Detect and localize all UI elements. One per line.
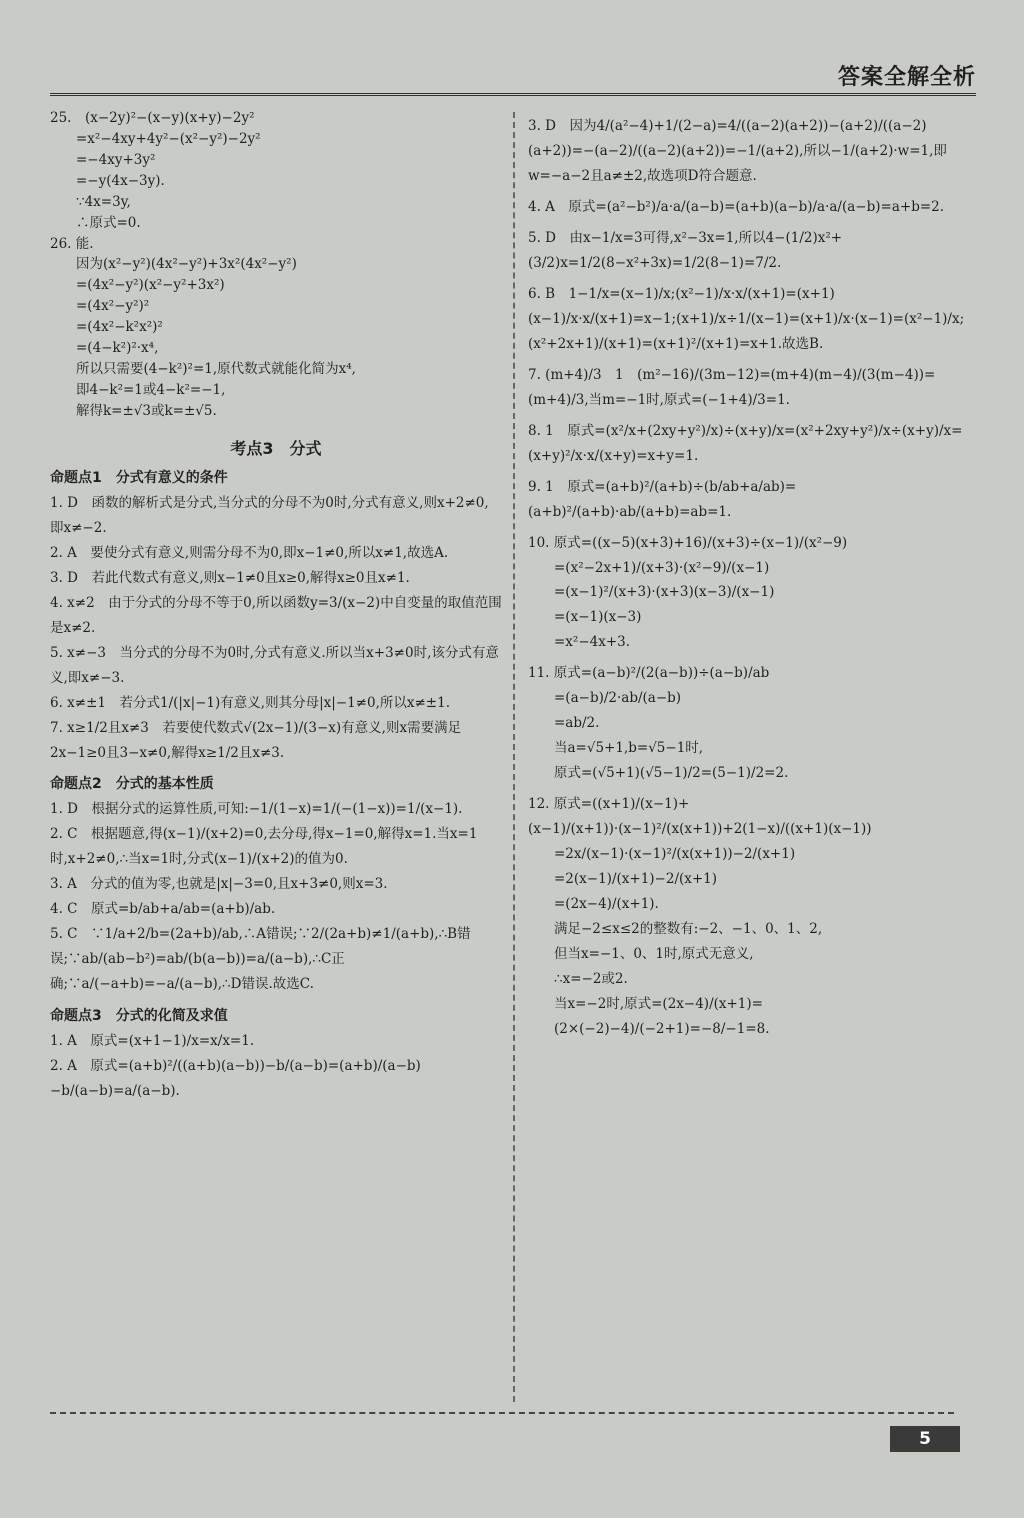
answer-item: 3. A 分式的值为零,也就是|x|−3=0,且x+3≠0,则x=3. bbox=[50, 876, 388, 893]
right-column bbox=[528, 108, 978, 1042]
answer-line: 因为(x²−y²)(4x²−y²)+3x²(4x²−y²) bbox=[76, 256, 297, 273]
answer-line: =x²−4x+3. bbox=[554, 634, 631, 651]
answer-line: =(4x²−y²)² bbox=[76, 298, 150, 315]
answer-item: 1. D 函数的解析式是分式,当分式的分母不为0时,分式有意义,则x+2≠0,即x≠−2. bbox=[50, 494, 489, 536]
answer-line: 26. 能. bbox=[50, 235, 94, 252]
answer-line: =(x−1)(x−3) bbox=[554, 609, 642, 626]
answer-line: =−y(4x−3y). bbox=[76, 172, 165, 189]
column-divider bbox=[513, 112, 515, 1402]
section-title: 考点3 分式 bbox=[230, 438, 322, 458]
answer-item: 2. A 原式=(a+b)²/((a+b)(a−b))−b/(a−b)=(a+b)/(a−b)−b/(a−b)=a/(a−b). bbox=[50, 1058, 421, 1100]
answer-item: 6. x≠±1 若分式1/(|x|−1)有意义,则其分母|x|−1≠0,所以x≠±1. bbox=[50, 694, 450, 711]
answer-line: =(4−k²)²·x⁴, bbox=[76, 340, 159, 357]
answer-item: 1. A 原式=(x+1−1)/x=x/x=1. bbox=[50, 1033, 255, 1050]
page-number: 5 bbox=[890, 1426, 960, 1452]
answer-item: 1. D 根据分式的运算性质,可知:−1/(1−x)=1/(−(1−x))=1/(x−1). bbox=[50, 801, 463, 818]
answer-item: 6. B 1−1/x=(x−1)/x;(x²−1)/x·x/(x+1)=(x+1)(x−1)/x·x/(x+1)=x−1;(x+1)/x÷1/(x−1)=(x+1)/x·(x−1)=(x²−1)/x;(x²+2x+1)/(x+1)=(x+1)²/(x+1)=x+1.故选B. bbox=[528, 285, 965, 352]
header-title: 答案全解全析 bbox=[837, 65, 976, 90]
answer-line: =2x/(x−1)·(x−1)²/(x(x+1))−2/(x+1) bbox=[554, 846, 796, 863]
answer-line: =x²−4xy+4y²−(x²−y²)−2y² bbox=[76, 130, 261, 147]
answer-item: 10. 原式=((x−5)(x+3)+16)/(x+3)÷(x−1)/(x²−9) bbox=[528, 534, 848, 551]
subsection-title: 命题点3 分式的化简及求值 bbox=[50, 1008, 228, 1025]
answer-item: 5. C ∵1/a+2/b=(2a+b)/ab,∴A错误;∵2/(2a+b)≠1/(a+b),∴B错误;∵ab/(ab−b²)=ab/(b(a−b))=a/(a−b),∴C正确;∵a/(−a+b)=−a/(a−b),∴D错误.故选C. bbox=[50, 926, 471, 993]
answer-line: ∴原式=0. bbox=[76, 214, 141, 231]
answer-item: 5. D 由x−1/x=3可得,x²−3x=1,所以4−(1/2)x²+(3/2)x=1/2(8−x²+3x)=1/2(8−1)=7/2. bbox=[528, 229, 843, 271]
subsection-title: 命题点1 分式有意义的条件 bbox=[50, 469, 228, 486]
answer-line: =(2x−4)/(x+1). bbox=[554, 896, 659, 913]
answer-line: 当x=−2时,原式=(2x−4)/(x+1)=(2×(−2)−4)/(−2+1)=−8/−1=8. bbox=[554, 995, 770, 1037]
answer-item: 9. 1 原式=(a+b)²/(a+b)÷(b/ab+a/ab)=(a+b)²/(a+b)·ab/(a+b)=ab=1. bbox=[528, 478, 797, 520]
answer-line: 但当x=−1、0、1时,原式无意义, bbox=[554, 946, 754, 963]
answer-item: 4. A 原式=(a²−b²)/a·a/(a−b)=(a+b)(a−b)/a·a/(a−b)=a+b=2. bbox=[528, 198, 945, 215]
answer-line: 解得k=±√3或k=±√5. bbox=[76, 402, 217, 419]
answer-line: 所以只需要(4−k²)²=1,原代数式就能化简为x⁴, bbox=[76, 361, 356, 378]
answer-item: 8. 1 原式=(x²/x+(2xy+y²)/x)÷(x+y)/x=(x²+2xy+y²)/x÷(x+y)/x=(x+y)²/x·x/(x+y)=x+y=1. bbox=[528, 422, 963, 464]
answer-item: 7. x≥1/2且x≠3 若要使代数式√(2x−1)/(3−x)有意义,则x需要满足2x−1≥0且3−x≠0,解得x≥1/2且x≠3. bbox=[50, 719, 462, 761]
answer-line: =ab/2. bbox=[554, 715, 600, 732]
answer-item: 3. D 若此代数式有意义,则x−1≠0且x≥0,解得x≥0且x≠1. bbox=[50, 569, 410, 586]
answer-item: 2. C 根据题意,得(x−1)/(x+2)=0,去分母,得x−1=0,解得x=1.当x=1时,x+2≠0,∴当x=1时,分式(x−1)/(x+2)的值为0. bbox=[50, 826, 478, 868]
answer-line: =2(x−1)/(x+1)−2/(x+1) bbox=[554, 871, 718, 888]
answer-line: 原式=(√5+1)(√5−1)/2=(5−1)/2=2. bbox=[554, 765, 789, 782]
answer-line: 当a=√5+1,b=√5−1时, bbox=[554, 740, 704, 757]
subsection-title: 命题点2 分式的基本性质 bbox=[50, 776, 214, 793]
answer-item: 4. x≠2 由于分式的分母不等于0,所以函数y=3/(x−2)中自变量的取值范围是x≠2. bbox=[50, 594, 502, 636]
answer-line: 25. (x−2y)²−(x−y)(x+y)−2y² bbox=[50, 110, 255, 126]
answer-item: 7. (m+4)/3 1 (m²−16)/(3m−12)=(m+4)(m−4)/(3(m−4))=(m+4)/3,当m=−1时,原式=(−1+4)/3=1. bbox=[528, 366, 936, 408]
answer-item: 2. A 要使分式有意义,则需分母不为0,即x−1≠0,所以x≠1,故选A. bbox=[50, 544, 449, 561]
answer-line: =(4x²−k²x²)² bbox=[76, 319, 163, 336]
answer-line: =(x−1)²/(x+3)·(x+3)(x−3)/(x−1) bbox=[554, 584, 775, 601]
answer-line: ∵4x=3y, bbox=[76, 193, 131, 210]
top-rule bbox=[50, 93, 976, 96]
answer-item: 5. x≠−3 当分式的分母不为0时,分式有意义.所以当x+3≠0时,该分式有意义,即x≠−3. bbox=[50, 644, 499, 686]
answer-item: 4. C 原式=b/ab+a/ab=(a+b)/ab. bbox=[50, 901, 276, 918]
left-column bbox=[50, 108, 502, 1104]
answer-item: 3. D 因为4/(a²−4)+1/(2−a)=4/((a−2)(a+2))−(a+2)/((a−2)(a+2))=−(a−2)/((a−2)(a+2))=−1/(a+2),所以−1/(a+2)·w=1,即w=−a−2且a≠±2,故选项D符合题意. bbox=[528, 118, 947, 184]
bottom-rule bbox=[50, 1412, 954, 1414]
answer-line: =(x²−2x+1)/(x+3)·(x²−9)/(x−1) bbox=[554, 559, 770, 576]
answer-line: =(4x²−y²)(x²−y²+3x²) bbox=[76, 277, 225, 294]
answer-line: =−4xy+3y² bbox=[76, 151, 156, 168]
answer-item: 12. 原式=((x+1)/(x−1)+(x−1)/(x+1))·(x−1)²/(x(x+1))+2(1−x)/((x+1)(x−1)) bbox=[528, 796, 872, 838]
answer-line: =(a−b)/2·ab/(a−b) bbox=[554, 690, 682, 707]
answer-line: 即4−k²=1或4−k²=−1, bbox=[76, 381, 226, 398]
answer-item: 11. 原式=(a−b)²/(2(a−b))÷(a−b)/ab bbox=[528, 665, 770, 682]
answer-line: 满足−2≤x≤2的整数有:−2、−1、0、1、2, bbox=[554, 921, 823, 938]
answer-line: ∴x=−2或2. bbox=[554, 971, 628, 987]
